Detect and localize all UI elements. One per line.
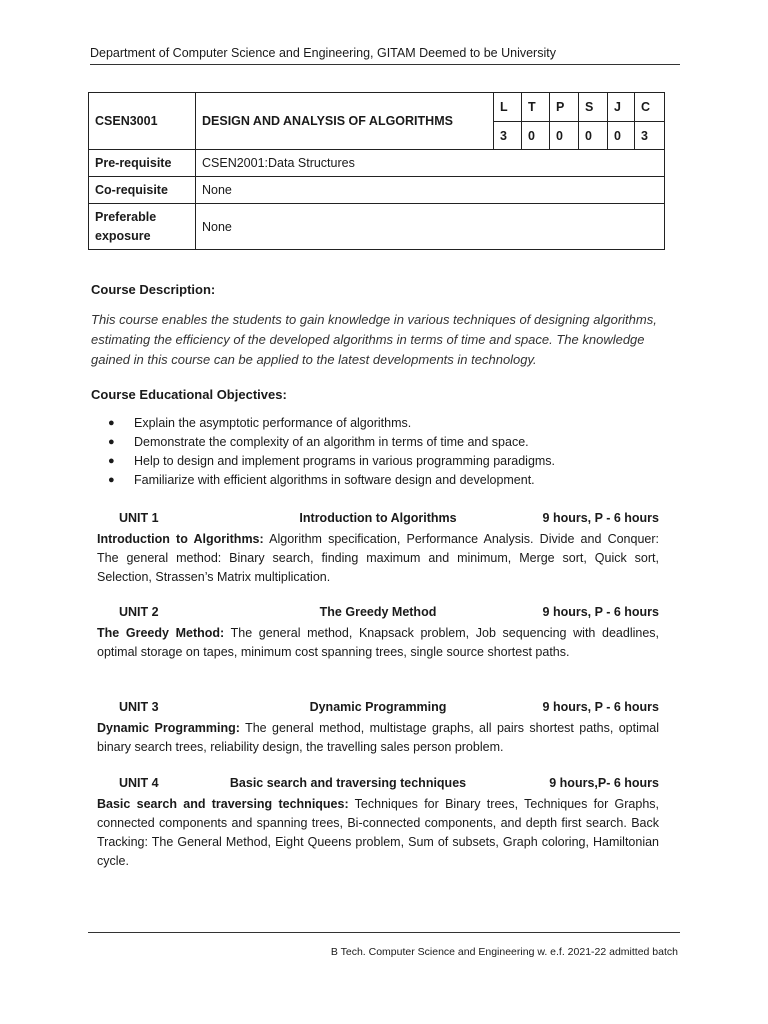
unit-body (97, 719, 659, 757)
ltp-value-t: 0 (522, 122, 550, 150)
list-item (108, 452, 668, 471)
unit-lead: Introduction to Algorithms: (97, 532, 264, 546)
unit-text: Algorithm specification, Performance Analysis. Divide and Conquer: The general method: Binary search, finding maximum and minimum, Merge sort, Quick sort, Selection, Strassen’s Matrix multiplication. (97, 532, 659, 584)
pref-label-line2: exposure (95, 228, 151, 243)
unit-1 (97, 511, 659, 587)
unit-header (97, 605, 659, 624)
unit-hours: 9 hours, P - 6 hours (542, 511, 659, 525)
page-header: Department of Computer Science and Engineering, GITAM Deemed to be University (90, 46, 680, 65)
course-description-title: Course Description: (91, 282, 216, 297)
course-info-table (88, 92, 665, 250)
unit-title: Dynamic Programming (309, 700, 447, 714)
unit-4 (97, 776, 659, 871)
objective-text: Help to design and implement programs in various programming paradigms. (134, 454, 556, 468)
unit-text: The general method, Knapsack problem, Job sequencing with deadlines, optimal storage on tapes, minimum cost spanning trees, single source shortest paths. (97, 626, 659, 659)
course-code: CSEN3001 (89, 93, 196, 150)
list-item (108, 471, 668, 490)
ltp-header-j: J (607, 93, 634, 122)
unit-2 (97, 605, 659, 662)
unit-number: UNIT 1 (119, 511, 159, 525)
footer-divider (88, 932, 680, 933)
bullet-icon: ● (108, 474, 115, 486)
page-footer: B Tech. Computer Science and Engineering w. e.f. 2021-22 admitted batch (330, 946, 678, 958)
objective-text: Demonstrate the complexity of an algorithm in terms of time and space. (134, 435, 529, 449)
list-item (108, 433, 668, 452)
objectives-title: Course Educational Objectives: (91, 387, 287, 402)
ltp-value-j: 0 (607, 122, 634, 150)
ltp-header-p: P (550, 93, 579, 122)
course-title: DESIGN AND ANALYSIS OF ALGORITHMS (196, 93, 494, 150)
unit-body (97, 530, 659, 587)
unit-lead: The Greedy Method: (97, 626, 225, 640)
bullet-icon: ● (108, 417, 115, 429)
objectives-list (108, 414, 668, 490)
unit-title: The Greedy Method (319, 605, 437, 619)
prereq-label: Pre-requisite (89, 150, 196, 177)
ltp-value-l: 3 (494, 122, 522, 150)
pref-label-line1: Preferable (95, 209, 157, 224)
bullet-icon: ● (108, 436, 115, 448)
pref-exposure-value: None (196, 204, 665, 250)
unit-hours: 9 hours, P - 6 hours (542, 605, 659, 619)
course-description-text: This course enables the students to gain knowledge in various techniques of designing algorithms, estimating the efficiency of the developed algorithms in terms of time and space. The knowledge gained in this course can be applied to the latest developments in technology. (91, 312, 657, 367)
unit-header (97, 700, 659, 719)
unit-hours: 9 hours, P - 6 hours (542, 700, 659, 714)
unit-lead: Dynamic Programming: (97, 721, 240, 735)
unit-text: Techniques for Binary trees, Techniques for Graphs, connected components and spanning trees, Bi-connected components, and depth first search. Back Tracking: The General Method, Eight Queens problem, Sum of subsets, Graph coloring, Hamiltonian cycle. (97, 797, 659, 868)
prereq-value: CSEN2001:Data Structures (196, 150, 665, 177)
coreq-value: None (196, 177, 665, 204)
ltp-value-c: 3 (635, 122, 665, 150)
coreq-label: Co-requisite (89, 177, 196, 204)
unit-number: UNIT 3 (119, 700, 159, 714)
unit-lead: Basic search and traversing techniques: (97, 797, 349, 811)
ltp-value-p: 0 (550, 122, 579, 150)
unit-title: Basic search and traversing techniques (229, 776, 467, 790)
objective-text: Explain the asymptotic performance of algorithms. (134, 416, 412, 430)
objective-text: Familiarize with efficient algorithms in software design and development. (134, 473, 535, 487)
list-item (108, 414, 668, 433)
pref-exposure-label (89, 204, 196, 250)
ltp-header-s: S (579, 93, 608, 122)
ltp-header-c: C (635, 93, 665, 122)
unit-header (97, 776, 659, 795)
ltp-value-s: 0 (579, 122, 608, 150)
unit-header (97, 511, 659, 530)
ltp-header-t: T (522, 93, 550, 122)
unit-body (97, 624, 659, 662)
unit-number: UNIT 2 (119, 605, 159, 619)
bullet-icon: ● (108, 455, 115, 467)
unit-3 (97, 700, 659, 757)
unit-hours: 9 hours,P- 6 hours (549, 776, 659, 790)
unit-title: Introduction to Algorithms (299, 511, 457, 525)
ltp-header-l: L (494, 93, 522, 122)
unit-text: The general method, multistage graphs, all pairs shortest paths, optimal binary search trees, reliability design, the travelling sales person problem. (97, 721, 659, 754)
unit-body (97, 795, 659, 871)
unit-number: UNIT 4 (119, 776, 159, 790)
